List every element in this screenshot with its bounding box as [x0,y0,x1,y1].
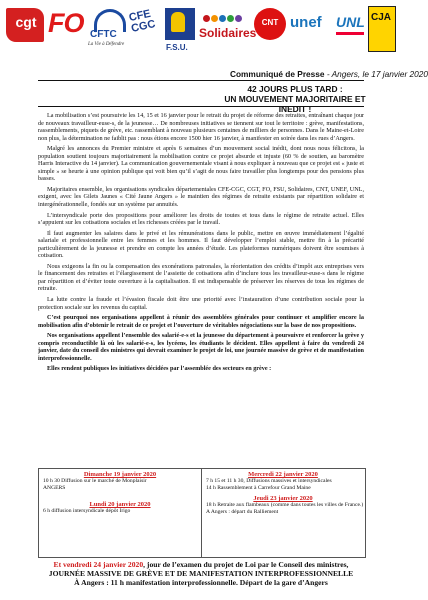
cta-date: Et vendredi 24 janvier 2020 [53,560,144,569]
logo-bar [6,6,394,60]
paragraph: La mobilisation s’est poursuivie les 14, 15 et 16 janvier pour le retrait du projet de réforme des retraites, entraînant chaque jour de nouveaux travailleur-euse-s, de la jeunesse… De nombreuses initiatives se tiennent sur tout le territoire : grève, manifestations, rassemblements, piquets de grève, etc. rassemblant à nouveau plusieurs centaines de milliers de personnes. Dans le Maine-et-Loire non plus, la détermination ne faiblit pas : nous étions encore 1500 hier 16 janvier, à manifester en soirée dans les rues d’Angers. [38,112,364,142]
title-line-1: 42 JOURS PLUS TARD : [247,84,343,94]
event-text: 14 h Rassemblement à Carrefour Grand Maine [206,485,311,491]
cja-logo: CJA [368,6,394,60]
paragraph: La lutte contre la fraude et l’évasion fiscale doit être une priorité avec l’instauration d’une contribution sociale pour la protection sociale sur les revenus du capital. [38,296,364,311]
event-date: Mercredi 22 janvier 2020 [248,471,318,478]
press-body [38,112,364,376]
cgt-logo: cgt [6,6,46,60]
paragraph: L’intersyndicale porte des propositions pour améliorer les droits de toutes et tous dans le régime de retraite actuel. Elles s’appuient sur les cotisations sociales et les richesses créées par le travail. [38,211,364,227]
cfe-cgc-logo: CFE CGC [127,7,157,35]
paragraph-call: Nos organisations appellent l’ensemble des salarié-e-s et la jeunesse du département à poursuivre et renforcer la grève y compris reconductible là où les salarié-e-s, les lycéens, les étudiants le décident. Elles appellent à faire du vendredi 24 janvier, date du conseil des ministres qui devrait examiner le projet de loi, une journée massive de grève et de manifestation interprofessionnelle. [38,332,364,362]
events-table [38,468,366,558]
paragraph: Majoritaires ensemble, les organisations syndicales départementales CFE-CGC, CGT, FO, FSU, Solidaires, CNT, UNEF, UNL, exigent, avec les Gilets Jaunes « Cité Jaune Angers » le maintien des régimes de retraite existants par répartition solidaire et intergénérationnelle, fondés sur un système par annuités. [38,185,364,209]
paragraph: Malgré les annonces du Premier ministre et après 6 semaines d’un mouvement social inédit, dont nous nous félicitons, la population soutient toujours majoritairement la mobilisation contre ce projet absurde et injuste (60 % de soutien, au baromètre Harris Interactive du 14 janvier). La communication gouvernementale visant à nous expliquer à nouveau que ce projet est « juste et simple » se heurte à une opinion publique qui voit bien qu’il s’agit de nous faire travailler plus longtemps pour des pensions plus basses. [38,145,364,183]
press-label: Communiqué de Presse [230,69,325,79]
cnt-logo: CNT [252,6,288,60]
event-text: 6 h diffusion intersyndicale dépôt Irigo [43,508,131,514]
cta-line-1: Et vendredi 24 janvier 2020, jour de l’examen du projet de Loi par le Conseil des ministres, [53,560,349,569]
press-date: - Angers, le 17 janvier 2020 [326,69,428,79]
cta-line-3: À Angers : 11 h manifestation interprofessionnelle. Départ de la gare d’Angers [74,578,328,587]
event-date: Dimanche 19 janvier 2020 [83,471,157,478]
unl-logo: UNL [336,6,366,60]
events-column-right [202,469,364,557]
event-text: 10 h 30 Diffusion sur le marché de Monplaisir [43,478,147,484]
fsu-logo: F.S.U. [163,6,197,60]
event-date: Lundi 20 janvier 2020 [89,501,151,508]
solidaires-logo: Solidaires [199,6,249,60]
event-text: ANGERS [43,485,66,491]
event-text: 18 h Retraite aux flambeaux (comme dans toutes les villes de France.) A Angers : départ du Ralliement [206,502,364,515]
cta-line-2: JOURNÉE MASSIVE DE GRÈVE ET DE MANIFESTATION INTERPROFESSIONNELLE [48,569,354,578]
event-text: 7 h 15 et 11 h 30, Diffusions massives et intersyndicales [206,478,332,484]
paragraph-call: Elles rendent publiques les initiatives décidées par l’assemblée des secteurs en grève : [47,365,272,373]
divider-top [38,80,364,81]
title-line-2: UN MOUVEMENT MAJORITAIRE ET INEDIT ! [224,94,366,114]
cftc-logo: CFTC La Vie à Défendre [88,6,128,60]
fo-logo: FO [48,8,84,38]
event-date: Jeudi 23 janvier 2020 [253,495,313,502]
events-column-left [39,469,202,557]
paragraph: Il faut augmenter les salaires dans le privé et les rémunérations dans le public, mettre en œuvre immédiatement l’égalité salariale et professionnelle entre les femmes et les hommes. Il faut développer l’emploi stable, mettre fin à la précarité particulièrement de la jeunesse et prendre en compte les années d’étude. Les plateformes numériques doivent être soumises à cotisation. [38,229,364,260]
page-title [220,84,370,114]
call-to-action [38,560,364,587]
press-release-line [230,69,428,79]
paragraph-call: C’est pourquoi nos organisations appellent à réunir des assemblées générales pour continuer et amplifier encore la mobilisation afin d’obtenir le retrait de ce projet et l’ouverture de véritables négociations sur la base de nos propositions. [38,314,364,329]
unef-logo: unef [290,14,322,31]
paragraph: Nous exigeons la fin ou la compensation des exonérations patronales, la réorientation des crédits d’impôt aux entreprises vers le financement des retraites et l’élargissement de l’assiette de cotisations afin d’inclure tous les travailleur-euse-s dans le régime par répartition et d’éviter toute ouverture à la capitalisation. Il est indispensable de préserver les réserves de tous les régimes de retraite. [38,262,364,293]
divider-title [38,106,364,107]
